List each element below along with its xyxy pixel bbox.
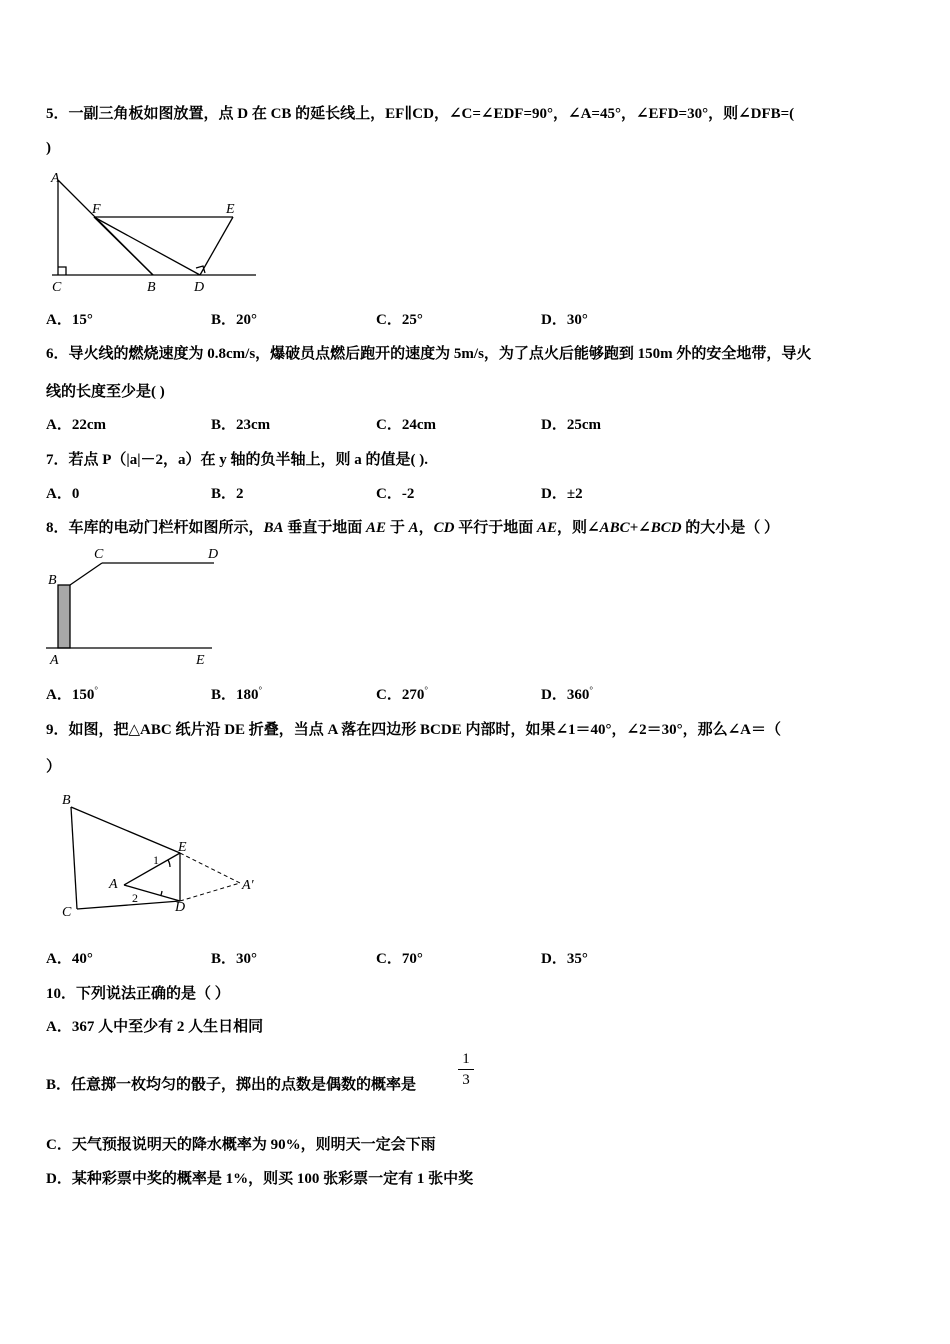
fraction-bar [458, 1069, 474, 1070]
q8-mid5: ，则 [556, 520, 587, 536]
q8-ae1: AE [366, 520, 387, 536]
q5-option-d: D．30° [541, 312, 588, 328]
q5-option-a: A．15° [46, 312, 93, 328]
q8-ae2: AE [536, 520, 557, 536]
q9-option-a: A．40° [46, 951, 93, 967]
q5-label-f: F [92, 202, 101, 217]
q9-label-angle-2: 2 [132, 891, 138, 905]
q8-mid3: ， [418, 520, 434, 536]
q5-label-c: C [52, 280, 62, 295]
q8-label-d: D [208, 547, 219, 562]
q8-label-e: E [196, 653, 205, 668]
q5-option-c: C．25° [376, 312, 423, 328]
q8-label-a: A [50, 653, 59, 668]
q5-label-b: B [147, 280, 156, 295]
q10-option-a: A．367 人中至少有 2 人生日相同 [46, 1019, 264, 1035]
q9-stem-line2: ） [46, 759, 62, 775]
q5-label-a: A [51, 171, 60, 186]
q8-option-b: B．180° [211, 685, 263, 703]
q8-mid1: 垂直于地面 [283, 520, 367, 536]
q5-label-d: D [194, 280, 205, 295]
q8-label-c: C [94, 547, 104, 562]
q8-mid2: 于 [386, 520, 409, 536]
q5-label-e: E [226, 202, 235, 217]
q9-label-b: B [62, 793, 71, 808]
q6-option-b: B．23cm [211, 417, 271, 433]
q5-stem-line1: 5．一副三角板如图放置，点 D 在 CB 的延长线上，EF∥CD，∠C=∠EDF=90°，∠A=45°，∠EFD=30°，则∠DFB=( [46, 106, 795, 122]
fraction-numerator: 1 [462, 1051, 470, 1067]
q5-stem-line2: ) [46, 140, 51, 156]
q5-figure [44, 168, 264, 296]
q9-option-c: C．70° [376, 951, 423, 967]
q10-option-c: C．天气预报说明天的降水概率为 90%，则明天一定会下雨 [46, 1137, 436, 1153]
q8-option-c: C．270° [376, 685, 428, 703]
q8-ba: BA [263, 520, 284, 536]
q9-label-d: D [175, 900, 186, 915]
q8-stem [46, 516, 779, 537]
q9-label-a-prime: A′ [242, 878, 254, 893]
q8-label-b: B [48, 573, 57, 588]
q10-fraction [458, 1050, 474, 1089]
q10-option-b: B．任意掷一枚均匀的骰子，掷出的点数是偶数的概率是 [46, 1077, 417, 1093]
q5-option-b: B．20° [211, 312, 258, 328]
q7-option-b: B．2 [211, 486, 244, 502]
q9-option-b: B．30° [211, 951, 258, 967]
q8-prefix: 8．车库的电动门栏杆如图所示， [46, 520, 264, 536]
q6-stem-line2: 线的长度至少是( ) [46, 384, 165, 400]
q8-option-d: D．360° [541, 685, 593, 703]
q8-angles: ∠ABC+∠BCD [587, 520, 682, 536]
q7-option-a: A．0 [46, 486, 80, 502]
q9-stem-line1: 9．如图，把△ABC 纸片沿 DE 折叠，当点 A 落在四边形 BCDE 内部时，如果∠1＝40°，∠2＝30°，那么∠A＝（ [46, 722, 782, 738]
q6-option-c: C．24cm [376, 417, 436, 433]
q8-figure [44, 543, 224, 671]
q6-option-d: D．25cm [541, 417, 601, 433]
q9-label-e: E [178, 840, 187, 855]
q10-stem: 10．下列说法正确的是（ ） [46, 986, 230, 1002]
q8-option-a: A．150° [46, 685, 98, 703]
fraction-denominator: 3 [462, 1072, 470, 1088]
q8-suffix: 的大小是（ ） [681, 520, 780, 536]
q9-label-angle-1: 1 [153, 853, 159, 867]
q6-option-a: A．22cm [46, 417, 106, 433]
q9-label-c: C [62, 905, 72, 920]
q7-stem: 7．若点 P（|a|－2，a）在 y 轴的负半轴上，则 a 的值是( ). [46, 452, 429, 468]
q9-figure [44, 785, 274, 925]
q7-option-c: C．-2 [376, 486, 415, 502]
q7-option-d: D．±2 [541, 486, 583, 502]
q8-mid4: 平行于地面 [454, 520, 537, 536]
q8-cd: CD [433, 520, 455, 536]
q9-option-d: D．35° [541, 951, 588, 967]
q10-option-d: D．某种彩票中奖的概率是 1%，则买 100 张彩票一定有 1 张中奖 [46, 1171, 474, 1187]
q9-label-a: A [109, 877, 118, 892]
q8-a: A [408, 520, 419, 536]
q6-stem-line1: 6．导火线的燃烧速度为 0.8cm/s，爆破员点燃后跑开的速度为 5m/s，为了点火后能够跑到 150m 外的安全地带，导火 [46, 346, 812, 362]
